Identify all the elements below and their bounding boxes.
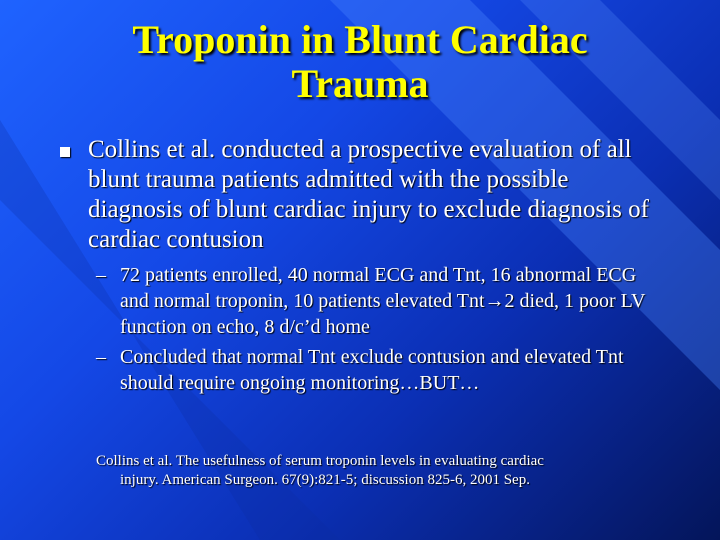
- sub-bullet: [96, 344, 656, 396]
- main-bullet: [60, 135, 660, 255]
- dash-marker: –: [96, 346, 106, 368]
- citation-line: injury. American Surgeon. 67(9):821-5; discussion 825-6, 2001 Sep.: [120, 472, 530, 488]
- right-arrow-icon: →: [484, 290, 505, 312]
- citation: [96, 452, 656, 490]
- citation-line: Collins et al. The usefulness of serum troponin levels in evaluating cardiac: [96, 453, 544, 469]
- sub-bullet: [96, 262, 656, 340]
- sub-bullet-text: [120, 262, 656, 340]
- sub-bullet-list: [96, 262, 656, 400]
- square-bullet-icon: [60, 147, 70, 157]
- dash-marker: –: [96, 264, 106, 286]
- sub-bullet-text-part: 2 died, 1 poor LV function on echo, 8 d/c’d home: [120, 290, 646, 338]
- slide-title: Troponin in Blunt Cardiac Trauma: [132, 17, 588, 106]
- main-bullet-text: Collins et al. conducted a prospective evaluation of all blunt trauma patients admitted with the possible diagnosis of blunt cardiac injury to exclude diagnosis of cardiac contusion: [88, 136, 649, 253]
- sub-bullet-text: Concluded that normal Tnt exclude contusion and elevated Tnt should require ongoing monitoring…BUT…: [120, 346, 624, 394]
- sub-bullet-text-part: 72 patients enrolled, 40 normal ECG and Tnt, 16 abnormal ECG and normal troponin, 10 patients elevated Tnt: [120, 264, 637, 312]
